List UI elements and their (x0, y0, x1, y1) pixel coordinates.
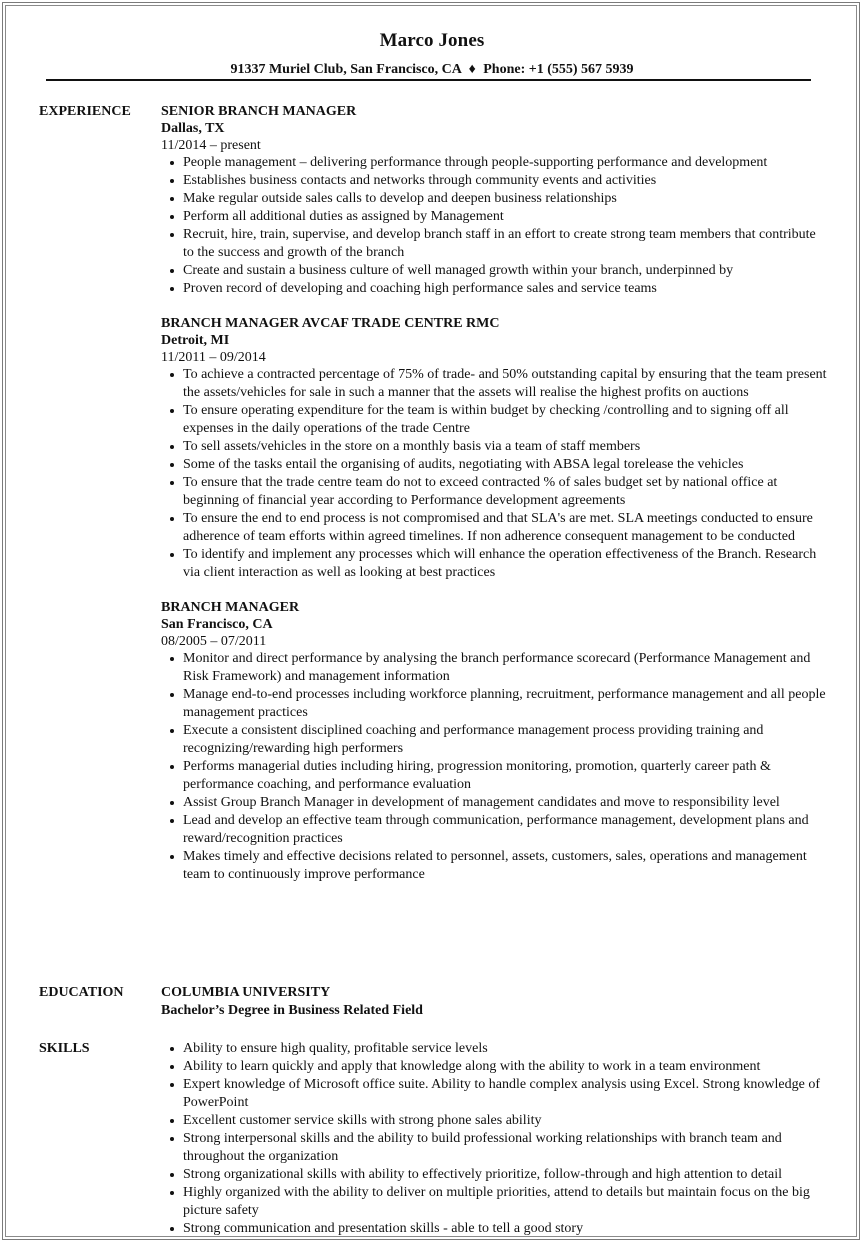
address: 91337 Muriel Club, San Francisco, CA (230, 62, 462, 77)
job-dates: 08/2005 – 07/2011 (161, 634, 267, 649)
candidate-name: Marco Jones (379, 30, 485, 51)
section-label-experience: EXPERIENCE (39, 104, 131, 119)
section-label-skills: SKILLS (39, 1041, 90, 1056)
skill-item: Excellent customer service skills with strong phone sales ability (183, 1112, 829, 1130)
skills-list (161, 1040, 829, 1238)
job-bullets (161, 366, 829, 582)
school-name: COLUMBIA UNIVERSITY (161, 985, 331, 1000)
bullet-item: Create and sustain a business culture of well managed growth within your branch, underpinned by (183, 262, 829, 280)
contact-line (3, 61, 860, 78)
bullet-item: Establishes business contacts and networks through community events and activities (183, 172, 829, 190)
skill-item: Ability to ensure high quality, profitable service levels (183, 1040, 829, 1058)
bullet-item: Perform all additional duties as assigned by Management (183, 208, 829, 226)
skill-item: Strong communication and presentation skills - able to tell a good story (183, 1220, 829, 1238)
job-title: BRANCH MANAGER AVCAF TRADE CENTRE RMC (161, 316, 500, 331)
skill-item: Strong interpersonal skills and the ability to build professional working relationships with branch team and throughout the organization (183, 1130, 829, 1166)
bullet-item: Makes timely and effective decisions related to personnel, assets, customers, sales, operations and management team to continuously improve performance (183, 848, 829, 884)
bullet-item: To ensure that the trade centre team do not to exceed contracted % of sales budget set by national office at beginning of financial year according to Performance development agreements (183, 474, 829, 510)
skills-body (161, 1040, 829, 1238)
bullet-item: Manage end-to-end processes including workforce planning, recruitment, performance management and all people management practices (183, 686, 829, 722)
resume-header (3, 3, 860, 78)
bullet-item: Make regular outside sales calls to develop and deepen business relationships (183, 190, 829, 208)
job-entry (161, 599, 829, 884)
skill-item: Expert knowledge of Microsoft office suite. Ability to handle complex analysis using Excel. Strong knowledge of PowerPoint (183, 1076, 829, 1112)
job-entry (161, 315, 829, 582)
job-location: Dallas, TX (161, 121, 225, 136)
degree: Bachelor’s Degree in Business Related Field (161, 1003, 423, 1018)
bullet-item: Assist Group Branch Manager in development of management candidates and move to responsibility level (183, 794, 829, 812)
bullet-item: Proven record of developing and coaching high performance sales and service teams (183, 280, 829, 298)
bullet-item: To sell assets/vehicles in the store on a monthly basis via a team of staff members (183, 438, 829, 456)
bullet-item: Performs managerial duties including hiring, progression monitoring, promotion, quarterly career path & performance coaching, and performance evaluation (183, 758, 829, 794)
job-bullets (161, 650, 829, 884)
job-location: San Francisco, CA (161, 617, 273, 632)
job-dates: 11/2011 – 09/2014 (161, 350, 266, 365)
section-label-education: EDUCATION (39, 985, 124, 1000)
bullet-item: Some of the tasks entail the organising of audits, negotiating with ABSA legal torelease the vehicles (183, 456, 829, 474)
header-divider (46, 79, 811, 81)
skill-item: Strong organizational skills with ability to effectively prioritize, follow-through and high attention to detail (183, 1166, 829, 1184)
skill-item: Ability to learn quickly and apply that knowledge along with the ability to work in a team environment (183, 1058, 829, 1076)
bullet-item: Monitor and direct performance by analysing the branch performance scorecard (Performance Management and Risk Framework) and management information (183, 650, 829, 686)
skill-item: Highly organized with the ability to deliver on multiple priorities, attend to details but maintain focus on the big picture safety (183, 1184, 829, 1220)
job-title: SENIOR BRANCH MANAGER (161, 104, 357, 119)
education-body (161, 984, 829, 1019)
bullet-item: To ensure operating expenditure for the team is within budget by checking /controlling and to signing off all expenses in the daily operations of the trade Centre (183, 402, 829, 438)
job-title: BRANCH MANAGER (161, 600, 300, 615)
job-location: Detroit, MI (161, 333, 230, 348)
diamond-separator-icon: ♦ (468, 62, 476, 77)
bullet-item: Lead and develop an effective team through communication, performance management, development plans and reward/recognition practices (183, 812, 829, 848)
job-dates: 11/2014 – present (161, 138, 261, 153)
experience-list (161, 103, 829, 901)
resume-page (3, 3, 860, 1240)
job-entry (161, 103, 829, 298)
job-bullets (161, 154, 829, 298)
bullet-item: To ensure the end to end process is not compromised and that SLA's are met. SLA meetings conducted to ensure adherence of team efforts within agreed timelines. If non adherence consequent management to be conducted (183, 510, 829, 546)
document-frame (2, 2, 860, 1240)
bullet-item: People management – delivering performance through people-supporting performance and development (183, 154, 829, 172)
bullet-item: To achieve a contracted percentage of 75% of trade- and 50% outstanding capital by ensuring that the team present the assets/vehicles for sale in such a manner that the assets will realise the highest profits on auctions (183, 366, 829, 402)
bullet-item: Recruit, hire, train, supervise, and develop branch staff in an effort to create strong team members that contribute to the success and growth of the branch (183, 226, 829, 262)
bullet-item: Execute a consistent disciplined coaching and performance management process providing training and recognizing/rewarding high performers (183, 722, 829, 758)
phone: Phone: +1 (555) 567 5939 (483, 62, 634, 77)
bullet-item: To identify and implement any processes which will enhance the operation effectiveness of the Branch. Research via client interaction as well as looking at best practices (183, 546, 829, 582)
